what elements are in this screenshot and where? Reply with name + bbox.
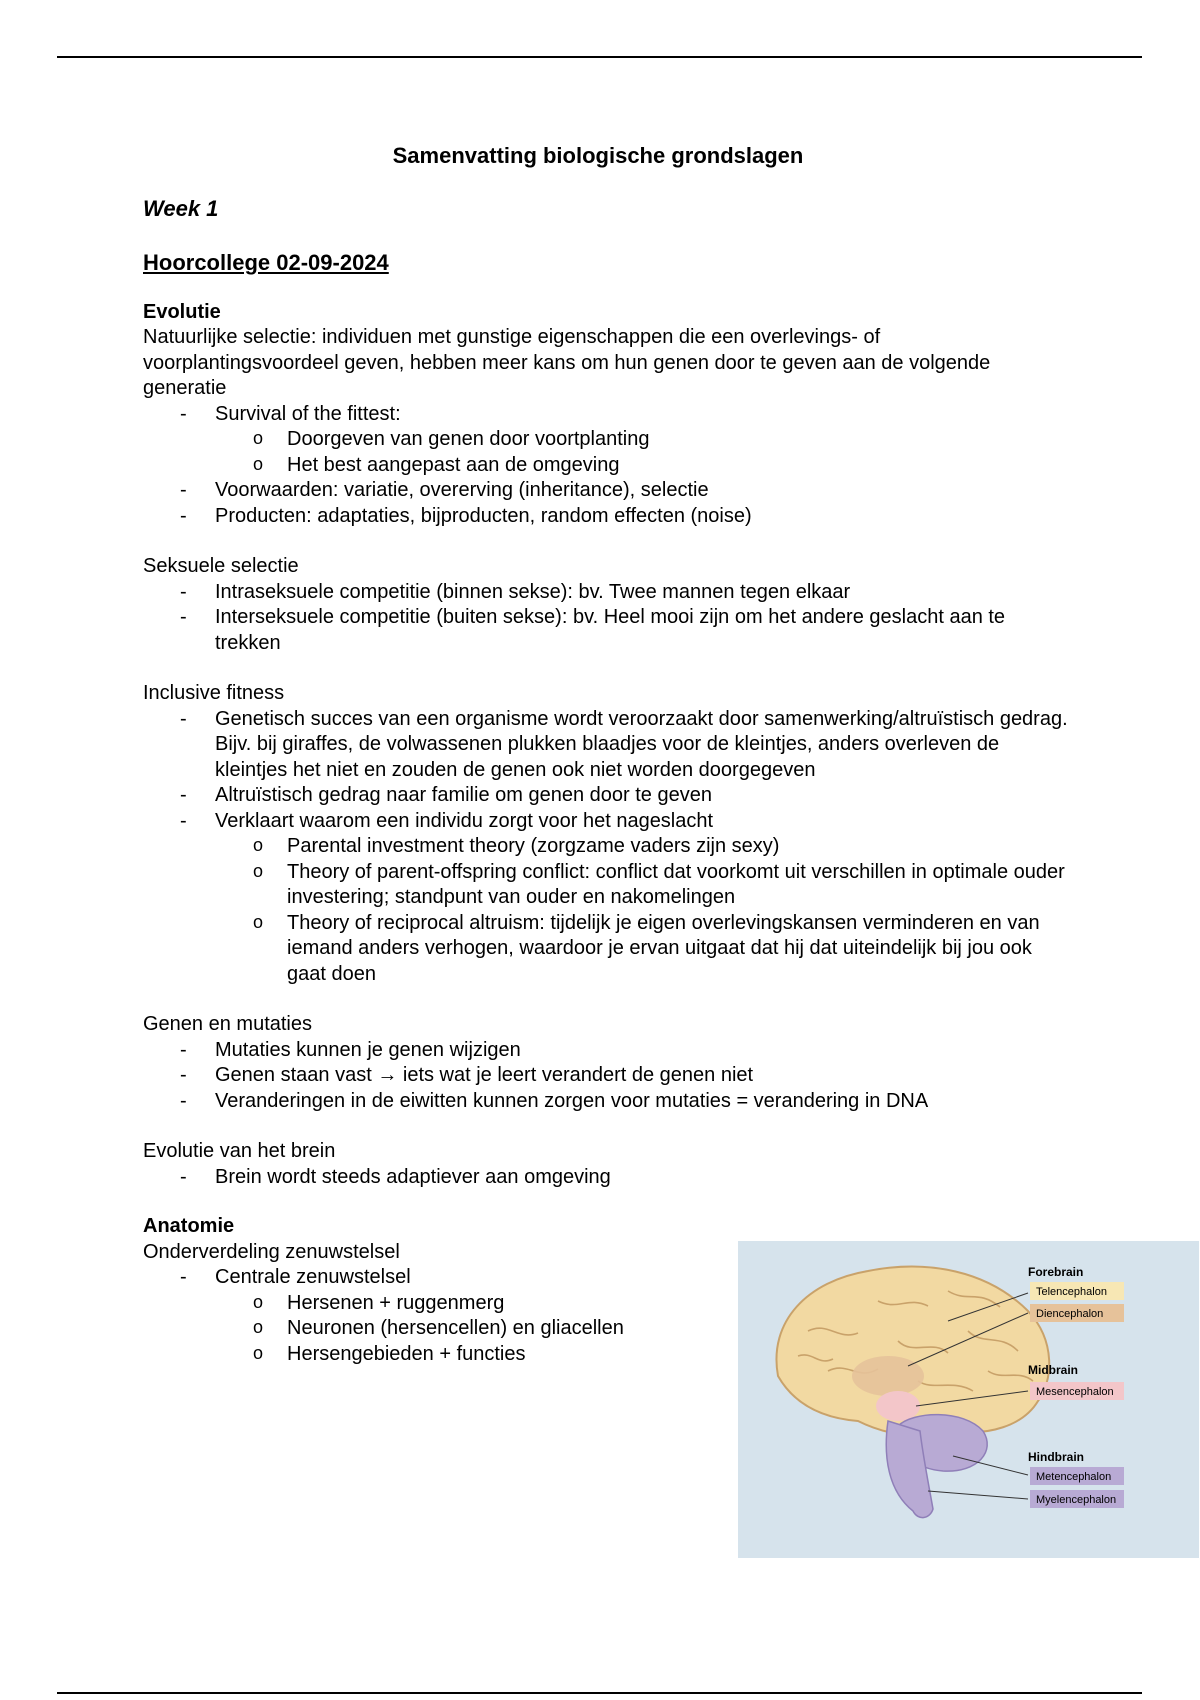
list-item: o Theory of reciprocal altruism: tijdelijk je eigen overlevingskansen verminderen en van iemand anders verhogen, waardoor je ervan uitgaat dat hij dat uiteindelijk bij jou ook gaat doen [253,911,1040,985]
brein-list [143,1165,1073,1191]
document-title: Samenvatting biologische grondslagen [392,143,804,168]
genen-heading: Genen en mutaties [143,1013,312,1035]
brain-illustration [738,1241,1199,1558]
list-item: - Genen staan vast → iets wat je leert verandert de genen niet [180,1064,754,1086]
anatomie-heading: Anatomie [143,1215,235,1237]
list-item: o Neuronen (hersencellen) en gliacellen [253,1317,624,1339]
metencephalon-label: Metencephalon [1036,1471,1112,1483]
inclusive-heading: Inclusive fitness [143,682,285,704]
week-heading: Week 1 [143,195,219,221]
evolutie-heading: Evolutie [143,300,221,323]
inclusive-list [143,707,1073,988]
list-item: - Intraseksuele competitie (binnen sekse): bv. Twee mannen tegen elkaar [180,580,851,603]
list-item: - Altruïstisch gedrag naar familie om genen door te geven [180,784,712,806]
list-item: o Hersenen + ruggenmerg [253,1291,505,1314]
hindbrain-label: Hindbrain [1028,1450,1084,1464]
document-page [143,140,1073,1367]
seksuele-list [143,580,1073,657]
list-item: - Brein wordt steeds adaptiever aan omgeving [180,1165,611,1188]
survival-text: Survival of the fittest: [215,402,401,425]
list-item: o Parental investment theory (zorgzame vaders zijn sexy) [253,835,780,857]
diencephalon-label: Diencephalon [1036,1308,1104,1320]
list-item: o Theory of parent-offspring conflict: conflict dat voorkomt uit verschillen in optimale ouder investering; standpunt van ouder en nakomelingen [253,860,1065,908]
evolutie-list [143,402,1073,530]
list-item: - Verklaart waarom een individu zorgt voor het nageslacht o Parental investment theory (zorgzame vaders zijn sexy) o Theory of parent-offspring conflict: conflict dat voorkomt uit verschillen in optimale ouder investering; standpunt van ouder en nakomelingen o Theory of reciprocal altruism: tijdelijk je eigen overlevingskansen verminderen en van iemand anders verhogen, waardoor je ervan uitgaat dat hij dat uiteindelijk bij jou ook gaat doen [143,809,1073,988]
lecture-heading: Hoorcollege 02-09-2024 [143,250,389,275]
list-item: o Het best aangepast aan de omgeving [253,453,620,476]
brein-heading: Evolutie van het brein [143,1140,336,1162]
top-rule [57,56,1142,58]
anatomie-list [143,1265,703,1367]
list-item: - Survival of the fittest: o Doorgeven van genen door voortplanting o Het best aangepast aan de omgeving [143,402,1073,479]
list-item: o Doorgeven van genen door voortplanting [253,428,650,450]
mesencephalon-label: Mesencephalon [1036,1386,1114,1398]
evolutie-definition: Natuurlijke selectie: individuen met gunstige eigenschappen die een overlevings- of voorplantingsvoordeel geven, hebben meer kans om hun genen door te geven aan de volgende generatie [143,326,991,399]
list-item: - Interseksuele competitie (buiten sekse): bv. Heel mooi zijn om het andere geslacht aan te trekken [180,606,1006,654]
seksuele-heading: Seksuele selectie [143,555,299,577]
list-item: - Producten: adaptaties, bijproducten, random effecten (noise) [180,504,752,527]
myelencephalon-label: Myelencephalon [1036,1494,1117,1506]
anatomie-sub: Onderverdeling zenuwstelsel [143,1240,400,1263]
midbrain-label: Midbrain [1028,1363,1078,1377]
list-item: - Genetisch succes van een organisme wordt veroorzaakt door samenwerking/altruïstisch gedrag. Bijv. bij giraffes, de volwassenen plukken blaadjes voor de kleintjes, anders overleven de kleintjes het niet en zouden de genen ook niet worden doorgegeven [180,707,1068,781]
brain-figure [738,1241,1199,1558]
list-item: - Voorwaarden: variatie, overerving (inheritance), selectie [180,479,709,501]
list-item: o Hersengebieden + functies [253,1342,526,1365]
genen-list [143,1038,1073,1115]
list-item: - Mutaties kunnen je genen wijzigen [180,1038,521,1061]
telencephalon-label: Telencephalon [1036,1286,1107,1298]
list-item: - Centrale zenuwstelsel o Hersenen + ruggenmerg o Neuronen (hersencellen) en gliacellen o Hersengebieden + functies [143,1265,703,1367]
bottom-rule [57,1692,1142,1694]
list-item: - Veranderingen in de eiwitten kunnen zorgen voor mutaties = verandering in DNA [180,1089,929,1112]
forebrain-label: Forebrain [1028,1265,1084,1279]
